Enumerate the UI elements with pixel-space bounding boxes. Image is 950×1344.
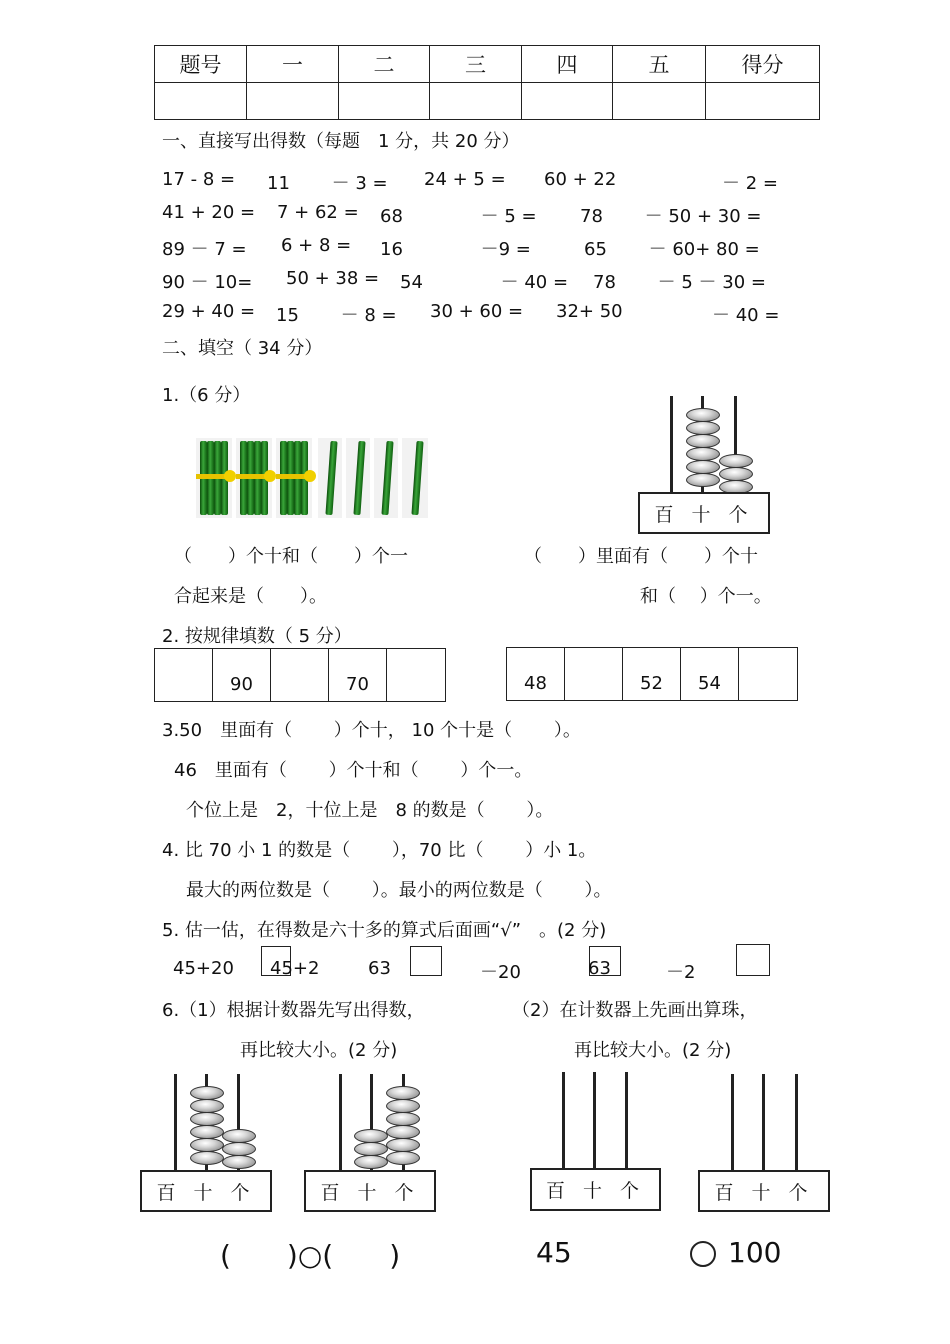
q5-expression: 45+20 — [173, 958, 234, 979]
calc-item: 65 － 60+ 80 = — [584, 239, 760, 260]
q6-right-title2: 再比较大小。(2 分) — [574, 1040, 732, 1061]
calc-item: 30 + 60 = — [430, 301, 524, 322]
calc-item: 17 - 8 = — [162, 169, 236, 190]
q4-line1: 4. 比 70 小 1 的数是（ ），70 比（ ）小 1。 — [162, 840, 597, 861]
calc-item: 16 －9 = — [380, 239, 531, 260]
q1-left-line1: （ ）个十和（ ）个一 — [174, 546, 408, 567]
calc-item: 68 － 5 = — [380, 206, 537, 227]
calc-item: 6 + 8 = — [281, 235, 352, 256]
abacus-q6-2 — [304, 1074, 436, 1214]
abacus-base-label: 百 十 个 — [638, 492, 770, 534]
sticks-image — [196, 438, 432, 518]
calc-item: 32+ 50 — [556, 301, 623, 322]
abacus-q6-1 — [140, 1074, 272, 1214]
score-input-cell[interactable] — [706, 83, 820, 120]
q5-expression: 63 — [368, 958, 391, 979]
calc-item: － 40 = — [712, 305, 780, 326]
calc-item: 60 + 22 — [544, 169, 617, 190]
q5-checkbox[interactable] — [410, 946, 442, 976]
score-header-cell: 二 — [339, 46, 430, 83]
abacus-base-label: 百 十 个 — [530, 1168, 661, 1211]
q6-left-title2: 再比较大小。(2 分) — [240, 1040, 398, 1061]
calc-item: 54 － 40 = — [400, 272, 569, 293]
score-input-cell[interactable] — [430, 83, 522, 120]
score-input-cell[interactable] — [522, 83, 613, 120]
score-header-cell: 得分 — [706, 46, 820, 83]
score-table — [154, 45, 820, 120]
q5-checkbox[interactable] — [736, 944, 770, 976]
section1-title: 一、直接写出得数（每题 1 分，共 20 分） — [162, 131, 520, 152]
score-header-cell: 四 — [522, 46, 613, 83]
sequence-cell[interactable] — [565, 648, 623, 700]
q6-right-title1: （2）在计数器上先画出算珠， — [512, 1000, 758, 1021]
q3-line2: 46 里面有（ ）个十和（ ）个一。 — [174, 760, 533, 781]
q1-right-line2: 和（ ）个一。 — [640, 586, 772, 607]
sequence-cell[interactable] — [739, 648, 797, 700]
q1-label: 1.（6 分） — [162, 385, 251, 406]
calc-item: 11 － 3 = — [267, 173, 388, 194]
sequence-cell[interactable] — [387, 649, 445, 701]
score-header-cell: 题号 — [155, 46, 247, 83]
abacus-base-label: 百 十 个 — [698, 1170, 830, 1212]
score-input-cell[interactable] — [155, 83, 247, 120]
q6-left-title1: 6.（1）根据计数器先写出得数， — [162, 1000, 425, 1021]
q1-right-line1: （ ）里面有（ ）个十 — [524, 546, 758, 567]
q1-left-line2: 合起来是（ ）。 — [174, 586, 327, 607]
calc-item: 78 － 50 + 30 = — [580, 206, 762, 227]
sequence-cell: 54 — [681, 648, 739, 700]
score-header-cell: 一 — [247, 46, 339, 83]
calc-item: 29 + 40 = — [162, 301, 256, 322]
calc-item: 7 + 62 = — [277, 202, 359, 223]
compare-circle-icon[interactable] — [690, 1241, 716, 1267]
calc-item: 89 － 7 = — [162, 239, 247, 260]
q5-line1: 5. 估一估，在得数是六十多的算式后面画“√” 。(2 分) — [162, 920, 607, 941]
sequence-cell: 70 — [329, 649, 387, 701]
abacus-q1 — [638, 396, 770, 536]
abacus-q6-4[interactable] — [698, 1074, 830, 1214]
sequence-cell[interactable] — [155, 649, 213, 701]
score-input-cell[interactable] — [613, 83, 706, 120]
score-table-input-row — [155, 83, 820, 120]
sequence-cell[interactable] — [271, 649, 329, 701]
section2-title: 二、填空（ 34 分） — [162, 338, 323, 359]
q5-expression: －20 — [480, 962, 521, 983]
calc-item: 78 － 5 － 30 = — [593, 272, 766, 293]
abacus-base-label: 百 十 个 — [304, 1170, 436, 1212]
calc-item: 41 + 20 = — [162, 202, 256, 223]
calc-item: 24 + 5 = — [424, 169, 506, 190]
sequence-cell: 48 — [507, 648, 565, 700]
calc-item: 90 － 10= — [162, 272, 253, 293]
q4-line2: 最大的两位数是（ ）。最小的两位数是（ ）。 — [186, 880, 612, 901]
compare-left: ( )○( ) — [220, 1239, 401, 1272]
q5-expression: 63 — [588, 958, 611, 979]
calc-item: 15 － 8 = — [276, 305, 397, 326]
q5-expression: －2 — [666, 962, 696, 983]
compare-right-value-a: 45 — [536, 1236, 572, 1269]
calc-item: － 2 = — [722, 173, 778, 194]
q5-expression: 45+2 — [270, 958, 320, 979]
sequence-cell: 52 — [623, 648, 681, 700]
calc-item: 50 + 38 = — [286, 268, 380, 289]
score-table-header-row — [155, 46, 820, 83]
abacus-q6-3[interactable] — [530, 1072, 661, 1214]
compare-right-value-b: 100 — [728, 1236, 782, 1269]
q3-line3: 个位上是 2，十位上是 8 的数是（ ）。 — [186, 800, 554, 821]
sequence-cell: 90 — [213, 649, 271, 701]
abacus-base-label: 百 十 个 — [140, 1170, 272, 1212]
q3-line1: 3.50 里面有（ ）个十， 10 个十是（ ）。 — [162, 720, 581, 741]
score-input-cell[interactable] — [247, 83, 339, 120]
sequence-box-2 — [506, 647, 798, 701]
q2-label: 2. 按规律填数（ 5 分） — [162, 626, 352, 647]
score-header-cell: 三 — [430, 46, 522, 83]
score-header-cell: 五 — [613, 46, 706, 83]
score-input-cell[interactable] — [339, 83, 430, 120]
sequence-box-1 — [154, 648, 446, 702]
